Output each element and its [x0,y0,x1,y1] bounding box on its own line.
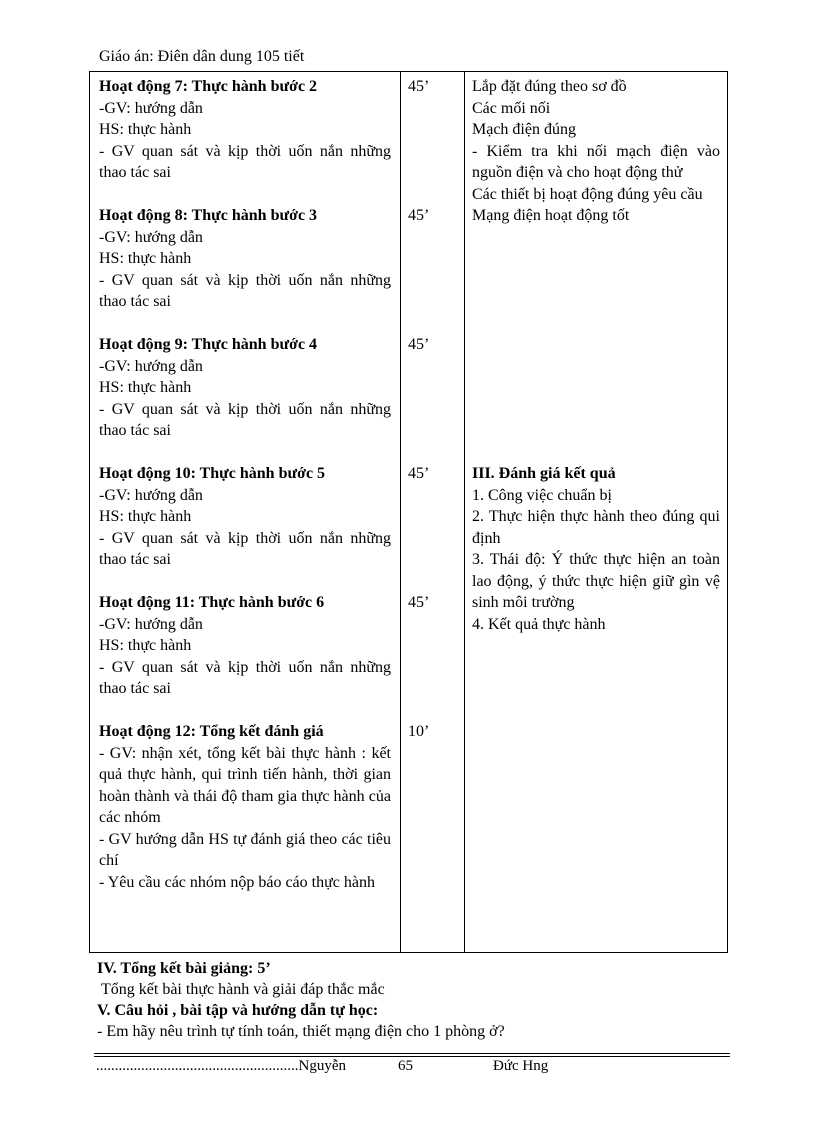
footer-rule [94,1053,730,1054]
activity-line: -GV: hướng dẫn [99,99,203,117]
evaluation-item: 3. Thái độ: Ý thức thực hiện an toàn lao động, ý thức thực hiện giữ gìn vệ sinh môi trường [472,551,720,611]
footer-author-dots: ......................................................Nguyễn [96,1058,346,1074]
activity-line: - GV quan sát và kịp thời uốn nắn những thao tác sai [99,400,391,439]
content-column [465,72,728,953]
content-line: Lắp đặt đúng theo sơ đồ [472,78,627,95]
activity-line: HS: thực hành [99,508,192,525]
activity-line: - Yêu cầu các nhóm nộp báo cáo thực hành [99,873,375,891]
footer-author-name: Đức Hng [493,1058,549,1074]
activity-title: Hoạt động 10: Thực hành bước 5 [99,465,326,482]
activity-line: - GV: nhận xét, tổng kết bài thực hành : kết quả thực hành, qui trình tiến hành, thời gian hoàn thành và thái độ tham gia thực hành của các nhóm [99,744,391,826]
time-9: 45’ [408,336,430,353]
activity-line: -GV: hướng dẫn [99,615,203,633]
activity-9 [99,334,391,463]
activity-line: -GV: hướng dẫn [99,228,203,246]
activities-column [90,72,401,953]
activity-7 [99,76,391,184]
activity-title: Hoạt động 7: Thực hành bước 2 [99,78,318,95]
time-11: 45’ [408,594,430,611]
activity-12 [99,721,391,893]
activity-title: Hoạt động 8: Thực hành bước 3 [99,207,318,224]
time-8: 45’ [408,207,430,224]
activity-line: -GV: hướng dẫn [99,357,203,375]
section-5-title: V. Câu hỏi , bài tập và hướng dẫn tự học: [97,1002,379,1019]
practice-content [472,76,720,463]
activity-line: - GV hướng dẫn HS tự đánh giá theo các tiêu chí [99,830,391,869]
activity-line: HS: thực hành [99,250,192,267]
activity-line: HS: thực hành [99,637,192,654]
activity-line: HS: thực hành [99,121,192,138]
activity-title: Hoạt động 9: Thực hành bước 4 [99,336,318,353]
content-line: Các thiết bị hoạt động đúng yêu cầu [472,185,703,203]
activity-line: - GV quan sát và kịp thời uốn nắn những thao tác sai [99,658,391,697]
evaluation-item: 4. Kết quả thực hành [472,615,606,633]
document-header: Giáo án: Điên dân dung 105 tiết [99,48,305,65]
time-7: 45’ [408,78,430,95]
content-line: Mạng điện hoạt động tốt [472,207,630,224]
activity-line: - GV quan sát và kịp thời uốn nắn những thao tác sai [99,142,391,181]
time-12: 10’ [408,723,430,740]
activity-8 [99,205,391,334]
activity-line: -GV: hướng dẫn [99,486,203,504]
activity-title: Hoạt động 12: Tổng kết đánh giá [99,723,324,740]
section-4-text: Tổng kết bài thực hành và giải đáp thắc mắc [101,981,385,998]
activity-line: - GV quan sát và kịp thời uốn nắn những thao tác sai [99,529,391,568]
section-5-text: - Em hãy nêu trình tự tính toán, thiết mạng điện cho 1 phòng ở? [97,1023,505,1040]
content-line: Các mối nối [472,99,551,117]
lesson-table [89,71,728,953]
content-line: Mạch điện đúng [472,121,576,138]
footer-rule [94,1056,730,1057]
section-4-title: IV. Tổng kết bài giảng: 5’ [97,960,271,977]
evaluation-item: 1. Công việc chuẩn bị [472,486,612,504]
activity-line: HS: thực hành [99,379,192,396]
time-10: 45’ [408,465,430,482]
activity-line: - GV quan sát và kịp thời uốn nắn những thao tác sai [99,271,391,310]
activity-title: Hoạt động 11: Thực hành bước 6 [99,594,325,611]
time-column [401,72,465,953]
activity-11 [99,592,391,721]
activity-10 [99,463,391,592]
page-number: 65 [398,1058,413,1074]
content-line: - Kiểm tra khi nối mạch điện vào nguồn điện và cho hoạt động thử [472,142,720,181]
evaluation-title: III. Đánh giá kết quả [472,465,616,482]
evaluation-section [472,463,720,635]
evaluation-item: 2. Thực hiện thực hành theo đúng qui định [472,508,720,547]
